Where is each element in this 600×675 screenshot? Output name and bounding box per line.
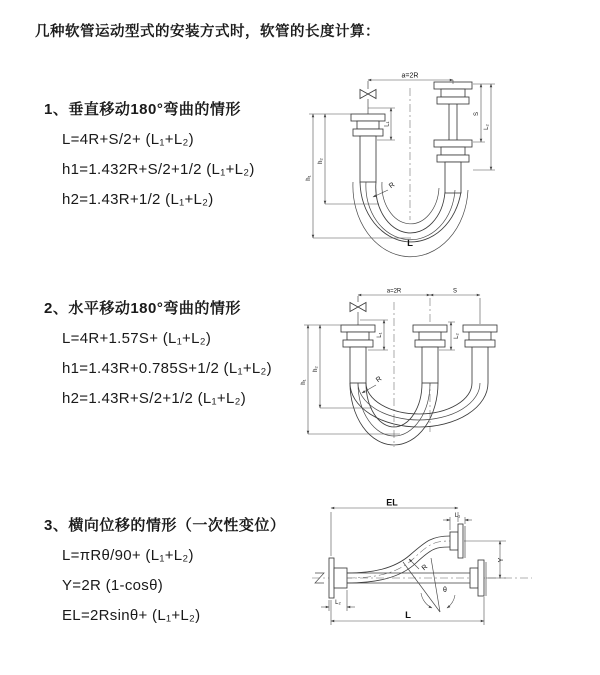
displaced-hose [347,536,450,583]
left-flange-fitting [351,114,385,136]
dimension-l [331,597,484,625]
dim-label-l1: L₁ [454,513,461,519]
formula-line: EL=2Rsinθ+ (L₁+L₂) [62,607,201,624]
diagram-lateral-displacement [300,496,600,654]
dimension-l2 [484,84,491,170]
radius-label: R [375,375,384,385]
dim-label-y: Y [498,557,505,563]
page-title: 几种软管运动型式的安装方式时，软管的长度计算： [35,24,380,40]
left-flange-fitting [341,325,375,347]
dim-label-h1: h₁ [301,379,307,385]
dim-label-a2r: a=2R [401,72,419,80]
radius-label: R [388,181,397,191]
dim-label-h2: h₂ [318,158,324,164]
left-hose-braid [360,136,376,182]
dimension-el [331,497,461,557]
dim-label-l1: L₁ [377,332,383,338]
right-flange-upper [434,82,472,104]
dim-label-a2r: a=2R [386,288,402,295]
formula-line: h2=1.43R+S/2+1/2 (L₁+L₂) [62,390,247,407]
angle-construction [403,558,455,612]
section-3-heading: 3、横向位移的情形（一次性变位） [44,517,286,534]
dimension-l1 [443,513,472,530]
upper-flange-fitting [450,524,465,558]
dim-label-h2: h₂ [313,366,319,372]
dimension-a2r [358,289,430,296]
dim-label-l1: L₁ [384,121,391,127]
radius-label: R [420,563,430,573]
dim-label-l2: L₂ [335,600,341,606]
right-flange-fitting [463,325,497,347]
section-1 [44,101,255,208]
section-2 [44,300,272,407]
dim-label-l2: L₂ [484,124,490,130]
dim-label-l2: L₂ [454,333,460,339]
formula-line: Y=2R (1-cosθ) [62,577,164,594]
dim-label-h1: h₁ [306,175,312,181]
diagram-horizontal-u-bend [300,282,600,460]
right-hose-wall [472,347,488,383]
section-2-heading: 2、水平移动180°弯曲的情形 [44,300,241,317]
radius-callout [409,559,429,572]
right-pipe [449,104,457,140]
hose-u-bend-wide [350,383,488,427]
dim-label-s: S [474,111,480,117]
length-label: L [407,238,413,249]
diagram-vertical-u-bend [303,70,503,265]
formula-line: L=4R+1.57S+ (L₁+L₂) [62,330,212,347]
dim-label-el: EL [386,497,398,508]
formula-line: h2=1.43R+1/2 (L₁+L₂) [62,191,214,208]
right-flange-lower [434,140,472,162]
section-3 [44,517,285,624]
formula-line: h1=1.432R+S/2+1/2 (L₁+L₂) [62,161,255,178]
left-flange-fitting [329,558,347,598]
formula-line: L=4R+S/2+ (L₁+L₂) [62,131,194,148]
dim-label-l: L [405,610,411,621]
dim-label-s: S [452,288,458,295]
middle-hose-braid [422,347,438,383]
angle-label: θ [443,587,447,594]
middle-flange-fitting [413,325,447,347]
left-hose-braid [350,347,366,383]
dimension-s [430,289,480,325]
dimension-l2 [321,590,355,611]
section-1-heading: 1、垂直移动180°弯曲的情形 [44,101,241,118]
valve-icon [350,296,366,325]
right-hose-braid [445,162,461,193]
right-flange-fitting [470,560,486,596]
valve-icon [360,81,376,114]
formula-line: L=πRθ/90+ (L₁+L₂) [62,547,194,564]
formula-line: h1=1.43R+0.785S+1/2 (L₁+L₂) [62,360,272,377]
